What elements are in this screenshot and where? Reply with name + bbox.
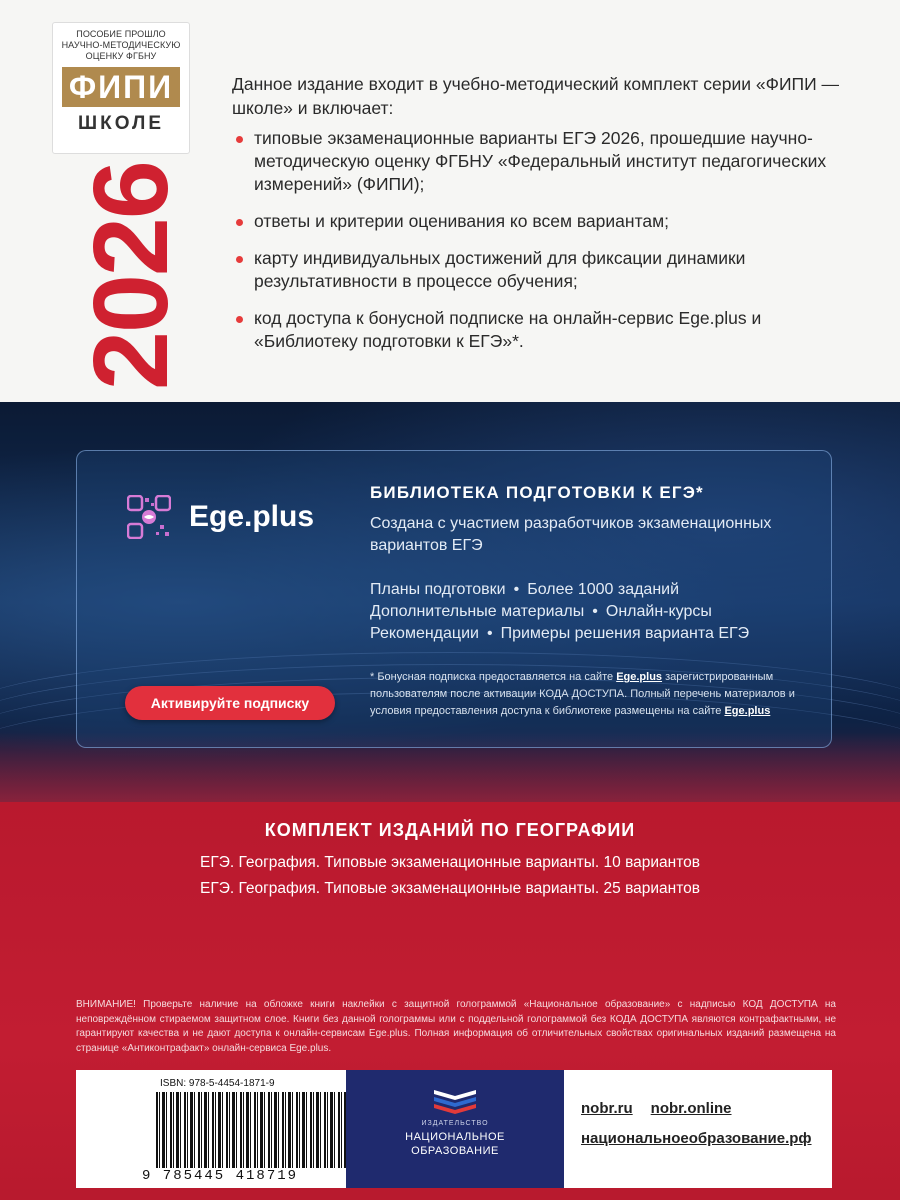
publisher-name [346, 1130, 564, 1158]
publisher-logo-icon [432, 1086, 478, 1118]
list-item [232, 247, 852, 293]
badge-line-2: НАУЧНО-МЕТОДИЧЕСКУЮ [61, 40, 181, 50]
feature-item: Примеры решения варианта ЕГЭ [500, 625, 750, 642]
kit-title: КОМПЛЕКТ ИЗДАНИЙ ПО ГЕОГРАФИИ [264, 820, 636, 840]
activate-subscription-button[interactable]: Активируйте подписку [125, 686, 335, 720]
warning-text: ВНИМАНИЕ! Проверьте наличие на обложке книги наклейки с защитной голограммой «Национальное образование» с надписью КОД ДОСТУПА на неповреждённом стираемом защитном слое. Книги без данной голограммы или с поддельной голограммой без КОДА ДОСТУПА являются контрафактными, не гарантируют качества и не дают доступа к онлайн-сервисам Ege.plus. Полная информация об отличительных свойствах оригинальных изданий размещена на странице «Антиконтрафакт» онлайн-сервиса Ege.plus. [76, 999, 836, 1054]
publisher-name-line: НАЦИОНАЛЬНОЕ [405, 1131, 505, 1143]
bottom-strip [76, 1070, 832, 1188]
feature-item: Планы подготовки [370, 581, 506, 598]
promo-section [0, 402, 900, 802]
national-education-link[interactable]: национальноеобразование.рф [581, 1130, 812, 1147]
fipi-badge [52, 22, 190, 154]
nobr-ru-link[interactable]: nobr.ru [581, 1100, 633, 1117]
badge-line-3: ОЦЕНКУ ФГБНУ [85, 51, 157, 61]
nobr-online-link[interactable]: nobr.online [650, 1100, 732, 1117]
separator-dot: • [513, 581, 520, 598]
separator-dot: • [592, 603, 598, 620]
promo-title: БИБЛИОТЕКА ПОДГОТОВКИ К ЕГЭ* [370, 483, 704, 502]
barcode [86, 1078, 346, 1182]
separator-dot: • [486, 625, 493, 642]
badge-line-1: ПОСОБИЕ ПРОШЛО [76, 29, 166, 39]
footnote-text: * Бонусная подписка предоставляется на сайте [370, 671, 617, 683]
footnote-text: зарегистрированным пользователям после активации КОДА ДОСТУПА. Полный перечень материалов и условия предоставления доступа к библиотеке размещены на сайте [370, 671, 795, 717]
feature-item: Дополнительные материалы [370, 603, 585, 620]
badge-brand: ФИПИ [62, 67, 180, 107]
year-vertical [68, 162, 198, 398]
feature-row [370, 581, 679, 599]
feature-item: Рекомендации [370, 625, 479, 642]
logo-text: Ege.plus [189, 500, 315, 533]
kit-item: ЕГЭ. География. Типовые экзаменационные варианты. 25 вариантов [199, 880, 700, 897]
year-text: 2026 [72, 162, 190, 390]
barcode-bars [156, 1092, 346, 1168]
bullet-dot-icon [236, 136, 243, 143]
ean-digits: 9 785445 418719 [142, 1168, 299, 1184]
qr-logo-icon [127, 495, 171, 539]
ege-plus-link[interactable]: Ege.plus [724, 705, 771, 717]
list-item-text: типовые экзаменационные варианты ЕГЭ 2026, прошедшие научно-методическую оценку ФГБНУ «Федеральный институт педагогических измерений» (ФИПИ); [254, 128, 827, 194]
badge-school: ШКОЛЕ [78, 113, 164, 134]
bullet-dot-icon [236, 316, 243, 323]
bullet-dot-icon [236, 219, 243, 226]
feature-row [370, 603, 712, 621]
intro-text: Данное издание входит в учебно-методический комплект серии «ФИПИ — школе» и включает: [232, 74, 840, 118]
ege-plus-logo [127, 495, 337, 539]
promo-subtitle: Создана с участием разработчиков экзаменационных вариантов ЕГЭ [370, 515, 772, 554]
promo-footnote [370, 669, 810, 720]
feature-row [370, 625, 749, 643]
promo-panel [76, 450, 832, 748]
kit-item: ЕГЭ. География. Типовые экзаменационные варианты. 10 вариантов [199, 854, 700, 871]
feature-item: Более 1000 заданий [527, 581, 680, 598]
feature-item: Онлайн-курсы [605, 603, 712, 620]
publisher-block [346, 1070, 564, 1188]
publisher-name-line: ОБРАЗОВАНИЕ [411, 1145, 499, 1157]
list-item [232, 307, 852, 353]
list-item [232, 210, 852, 233]
ege-plus-link[interactable]: Ege.plus [616, 671, 663, 683]
list-item [232, 127, 852, 196]
list-item-text: карту индивидуальных достижений для фиксации динамики результативности в процессе обучения; [254, 248, 746, 291]
isbn-text: ISBN: 978-5-4454-1871-9 [160, 1078, 275, 1089]
list-item-text: код доступа к бонусной подписке на онлайн-сервис Ege.plus и «Библиотеку подготовки к ЕГЭ»*. [254, 308, 762, 351]
list-item-text: ответы и критерии оценивания ко всем вариантам; [254, 211, 670, 231]
links-row [581, 1100, 732, 1117]
publisher-label: ИЗДАТЕЛЬСТВО [421, 1120, 489, 1127]
contents-list [232, 127, 852, 367]
top-section [0, 0, 900, 402]
bullet-dot-icon [236, 256, 243, 263]
